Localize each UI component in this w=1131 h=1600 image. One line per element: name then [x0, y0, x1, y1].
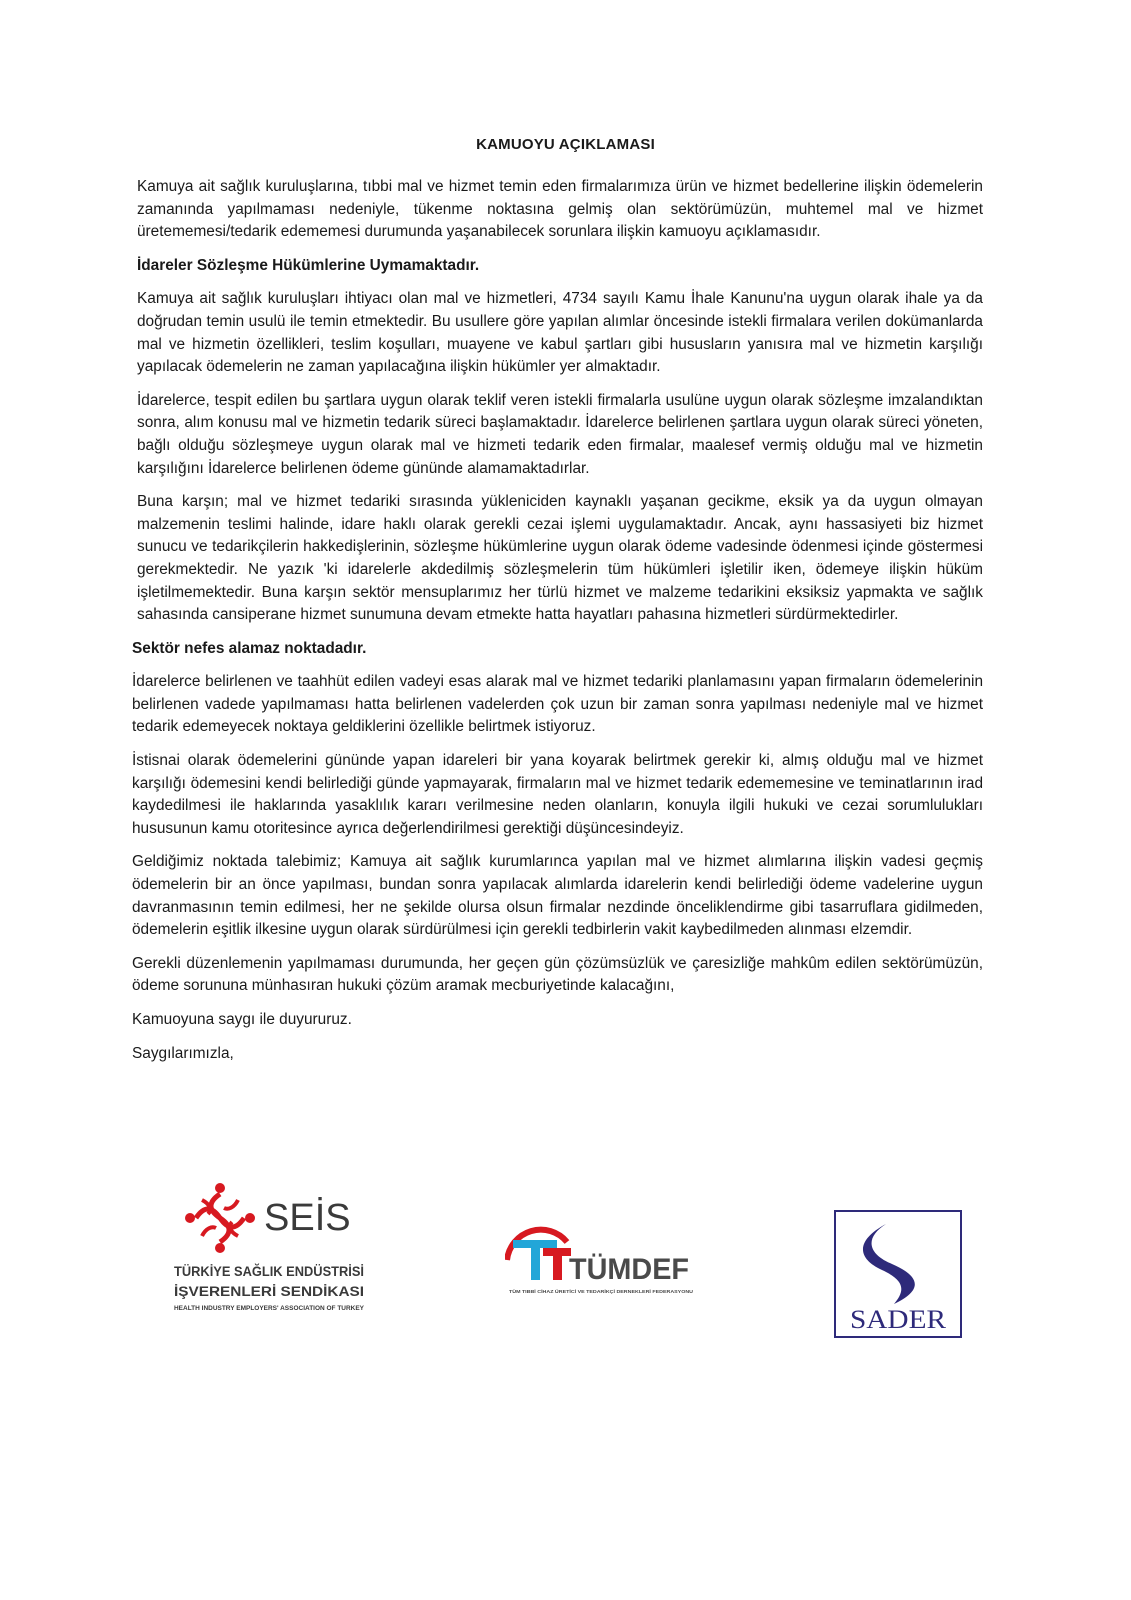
sader-name: SADER [850, 1305, 947, 1334]
tumdef-subtitle: TÜM TIBBİ CİHAZ ÜRETİCİ VE TEDARİKÇİ DERNEKLERİ FEDERASYONU [509, 1289, 693, 1294]
tumdef-t-stem-red [553, 1248, 562, 1280]
seis-emblem-icon [185, 1183, 255, 1253]
seis-logo [172, 1180, 387, 1340]
closing-salutation: Saygılarımızla, [132, 1044, 234, 1062]
tumdef-t-stem-blue [531, 1240, 540, 1280]
sader-logo [834, 1210, 962, 1338]
paragraph-announcement: Kamuoyuna saygı ile duyururuz. [132, 1011, 352, 1028]
tumdef-name: TÜMDEF [569, 1253, 689, 1286]
section-heading-contracts: İdareler Sözleşme Hükümlerine Uymamaktadır. [137, 256, 480, 274]
paragraph-penalties: Buna karşın; mal ve hizmet tedariki sırasında yükleniciden kaynaklı yaşanan gecikme, eksik ya da uygun olmayan malzemenin teslimi halinde, idare haklı olarak gerekli cezai işlemi uygulamaktadır. Ancak, aynı hassasiyeti biz hizmet sunucu ve tedarikçilerin hakkedişlerinin, sözleşme hükümlerine uygun olarak ödeme vadesinde ödenmesi içinde göstermesi gerekmektedir. Ne yazık 'ki idarelerle akdedilmiş sözleşmelerin tüm hükümleri işletilir iken, ödemeye ilişkin hüküm işletilmemektedir. Buna karşın sektör mensuplarımız her türlü hizmet ve malzeme tedarikini eksiksiz yapmakta ve sağlık sahasında cansiperane hizmet sunumuna devam etmekte hatta hayatları pahasına hizmetleri sürdürmektedirler. [137, 493, 983, 624]
paragraph-administration: İdarelerce, tespit edilen bu şartlara uygun olarak teklif veren istekli firmalarla usulüne uygun olarak sözleşme imzalandıktan sonra, alım konusu mal ve hizmetin tedarik süreci başlamaktadır. İdarelerce belirlenen şartlara uygun olarak süreci yöneten, bağlı olduğu sözleşmeye uygun olarak mal ve hizmeti tedarik eden firmalar, maalesef vermiş olduğu mal ve hizmetin karşılığını İdarelerce belirlenen ödeme gününde alamamaktadırlar. [137, 391, 983, 477]
paragraph-demands: Geldiğimiz noktada talebimiz; Kamuya ait sağlık kurumlarınca yapılan mal ve hizmet alımlarına ilişkin vadesi geçmiş ödemelerin bir an önce yapılması, bundan sonra yapılacak alımlarda idarelerin kendi belirlediği ödeme vadelerine uygun davranmasının temin edilmesi, her ne şekilde olursa olsun firmalar nezdinde önceliklendirme gibi tasarruflara gidilmeden, ödemelerin eşitlik ilkesine uygun olarak sürdürülmesi için gerekli tedbirlerin vakit kaybedilmeden alınması elzemdir. [132, 853, 983, 939]
signatory-logos [0, 1170, 1131, 1350]
seis-line-3: HEALTH INDUSTRY EMPLOYERS' ASSOCIATION OF TURKEY [174, 1305, 365, 1312]
section-heading-sector: Sektör nefes alamaz noktadadır. [132, 639, 367, 657]
paragraph-responsibility: İstisnai olarak ödemelerini gününde yapan idareleri bir yana koyarak belirtmek gerekir ki, almış olduğu mal ve hizmet karşılığı ödemesini kendi belirlediği günde yapmayarak, firmaların mal ve hizmet tedarik edememesine ve teminatlarının irad kaydedilmesi ile haklarında yasaklılık kararı verilmesine neden olanların, konuyla ilgili hukuki ve cezai sorumlulukları hususunun kamu otoritesince ayrıca değerlendirilmesi gerektiği düşüncesindeyiz. [132, 752, 983, 837]
paragraph-procurement: Kamuya ait sağlık kuruluşları ihtiyacı olan mal ve hizmetleri, 4734 sayılı Kamu İhale Kanunu'na uygun olarak ihale ya da doğrudan temin usulü ile temin etmektedir. Bu usullere göre yapılan alımlar öncesinde istekli firmalara verilen dokümanlarda mal ve hizmetin özellikleri, teslim koşulları, muayene ve kabul şartları gibi hususların yanısıra mal ve hizmetin karşılığı yapılacak ödemelerin ne zaman yapılacağına ilişkin hükümler yer almaktadır. [137, 290, 983, 376]
paragraph-payment-delays: İdarelerce belirlenen ve taahhüt edilen vadeyi esas alarak mal ve hizmet tedariki planlamasını yapan firmaların ödemelerinin belirlenen vadede yapılmaması hatta belirlenen vadelerden çok uzun bir zaman sonra yapılması nedeniyle mal ve hizmet tedarik edemeyecek noktaya geldiklerini özellikle belirtmek istiyoruz. [132, 673, 983, 736]
paragraph-intro: Kamuya ait sağlık kuruluşlarına, tıbbi mal ve hizmet temin eden firmalarımıza ürün ve hizmet bedellerine ilişkin ödemelerin zamanında yapılmaması nedeniyle, tükenme noktasına gelmiş olan sektörümüzün, muhtemel mal ve hizmet üretememesi/tedarik edememesi durumunda yaşanabilecek sorunlara ilişkin kamuoyu açıklamasıdır. [137, 178, 983, 241]
page-title: KAMUOYU AÇIKLAMASI [476, 136, 655, 153]
tumdef-logo [505, 1218, 705, 1298]
seis-line-1: TÜRKİYE SAĞLIK ENDÜSTRİSİ [174, 1264, 364, 1279]
document-body [132, 176, 983, 1076]
seis-name: SEİS [264, 1197, 351, 1239]
seis-line-2: İŞVERENLERİ SENDİKASI [174, 1284, 364, 1299]
paragraph-legal-action: Gerekli düzenlemenin yapılmaması durumunda, her geçen gün çözümsüzlük ve çaresizliğe mahkûm edilen sektörümüzün, ödeme sorununa münhasıran hukuki çözüm aramak mecburiyetinde kalacağını, [132, 954, 983, 995]
